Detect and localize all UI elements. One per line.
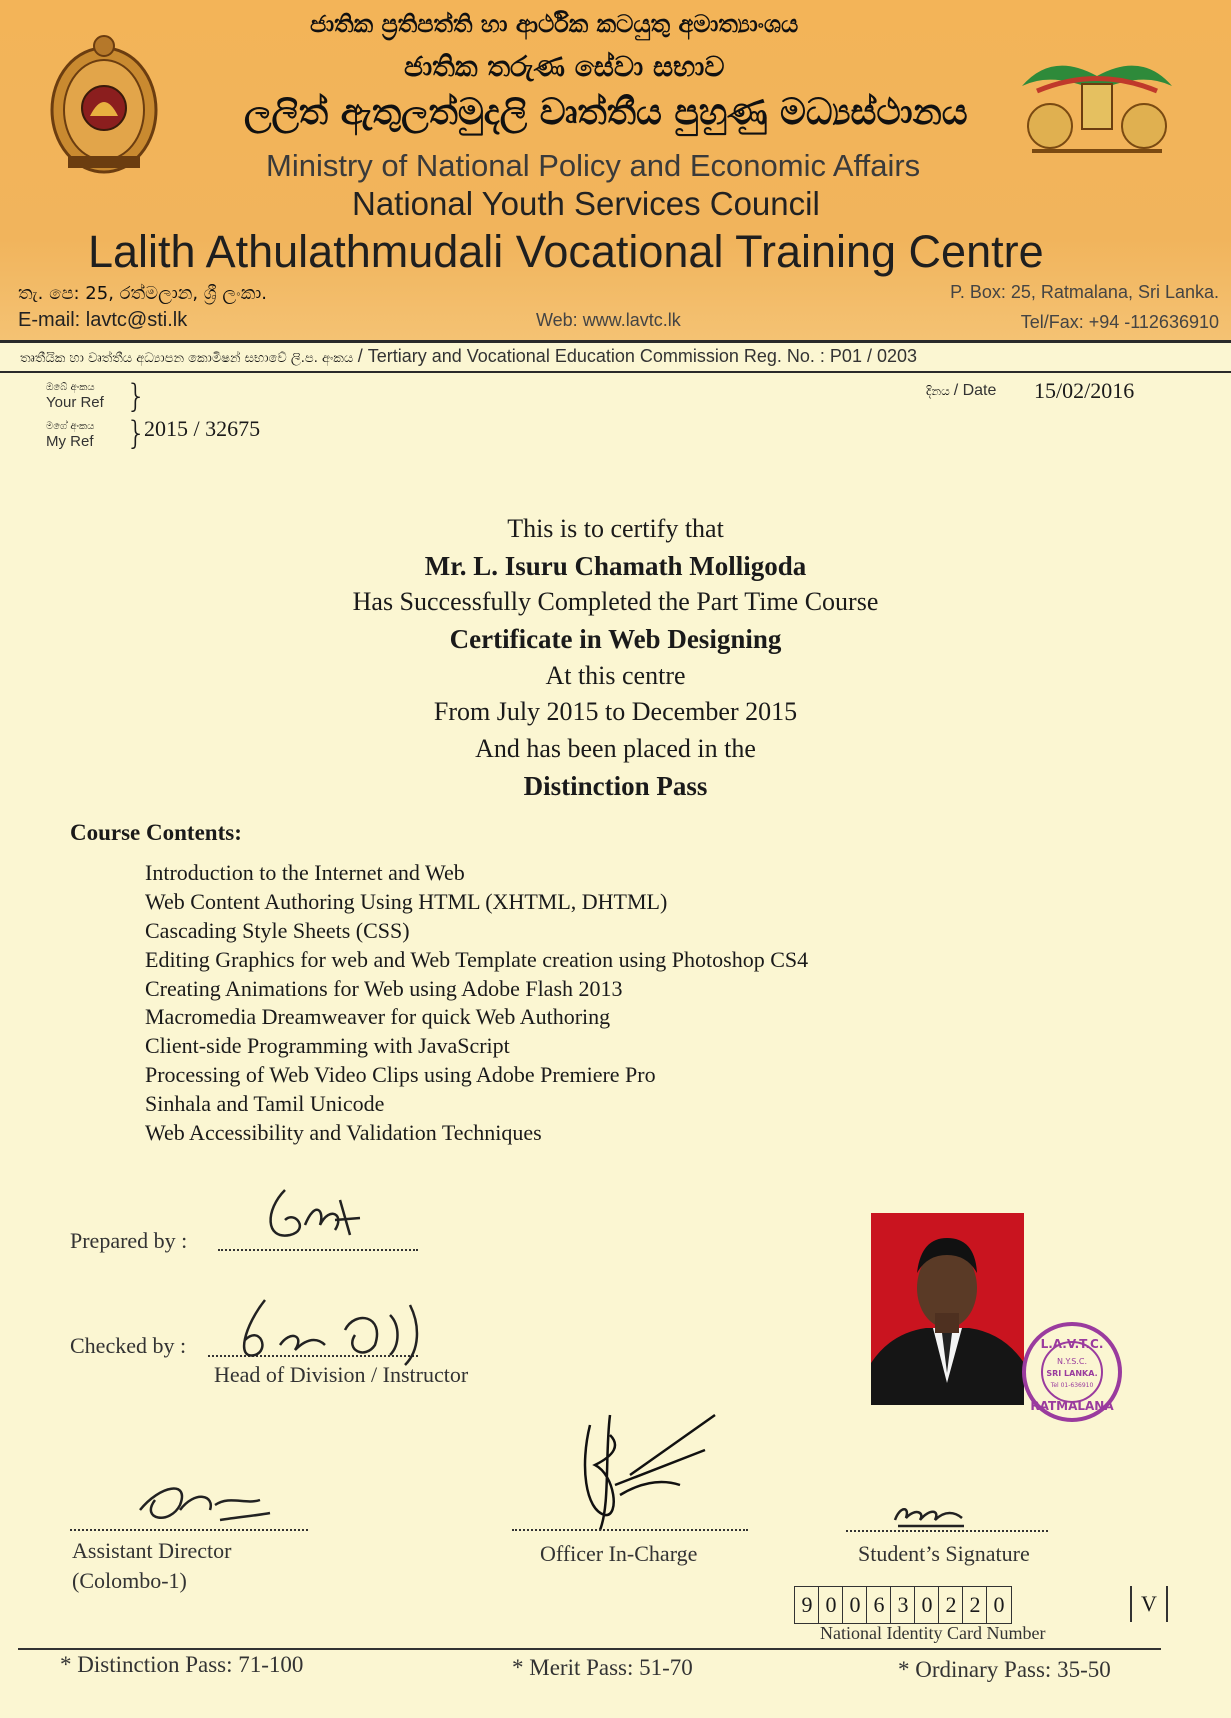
officer-label: Officer In-Charge (540, 1541, 698, 1566)
list-item: Web Content Authoring Using HTML (XHTML, DHTML) (145, 889, 668, 914)
nic-letter: V (1130, 1586, 1168, 1622)
prepared-signature-icon (255, 1180, 365, 1250)
letterhead (0, 0, 1231, 340)
stamp-nysc-text: N.Y.S.C. (1056, 1357, 1088, 1366)
council-title: National Youth Services Council (352, 185, 820, 222)
your-ref-label: Your Ref (46, 394, 104, 411)
my-ref-label: My Ref (46, 433, 94, 450)
ministry-sinhala: ජාතික ප්‍රතිපත්ති හා ආර්ථික කටයුතු අමාත්‍යාංශය (310, 10, 799, 38)
nic-digit: 9 (794, 1586, 820, 1624)
list-item: Cascading Style Sheets (CSS) (145, 918, 410, 943)
nic-digit: 2 (962, 1586, 988, 1624)
lavtc-stamp-icon (1018, 1318, 1126, 1426)
merit-range: * Merit Pass: 51-70 (512, 1655, 693, 1680)
my-ref-brace: } (126, 414, 147, 452)
student-photo (871, 1213, 1024, 1405)
my-ref-value: 2015 / 32675 (144, 416, 261, 441)
list-item: Web Accessibility and Validation Techniques (145, 1120, 542, 1145)
ministry-title: Ministry of National Policy and Economic Affairs (266, 148, 921, 183)
nic-digit: 0 (986, 1586, 1012, 1624)
result-grade: Distinction Pass (523, 771, 708, 801)
nic-digit: 2 (938, 1586, 964, 1624)
assistant-director-line (70, 1529, 308, 1531)
centre-title: Lalith Athulathmudali Vocational Training Centre (88, 226, 1044, 277)
nysc-emblem-icon (1012, 46, 1182, 161)
distinction-range: * Distinction Pass: 71-100 (60, 1652, 304, 1677)
centre-line: At this centre (545, 661, 686, 690)
nic-digit: 6 (866, 1586, 892, 1624)
date-line (926, 382, 996, 400)
registration-divider (0, 371, 1231, 373)
duration-line: From July 2015 to December 2015 (433, 697, 798, 726)
nic-digit: 0 (818, 1586, 844, 1624)
registration-text: / Tertiary and Vocational Education Commission Reg. No. : P01 / 0203 (357, 346, 918, 366)
completion-statement: Has Successfully Completed the Part Time Course (352, 587, 879, 616)
centre-sinhala: ලලිත් ඇතුලත්මුදලි වෘත්තීය පුහුණු මධ්‍යස්ථානය (244, 92, 968, 133)
email-text: E-mail: lavtc@sti.lk (18, 309, 188, 331)
nic-digit: 0 (842, 1586, 868, 1624)
recipient-name: Mr. L. Isuru Chamath Molligoda (424, 551, 807, 581)
checked-by-label: Checked by : (70, 1333, 187, 1358)
list-item: Processing of Web Video Clips using Adobe Premiere Pro (145, 1062, 656, 1087)
ordinary-range: * Ordinary Pass: 35-50 (898, 1657, 1111, 1682)
course-name: Certificate in Web Designing (449, 624, 782, 654)
list-item: Editing Graphics for web and Web Template creation using Photoshop CS4 (145, 947, 809, 972)
sri-lanka-emblem-icon (48, 28, 160, 178)
course-contents-heading: Course Contents: (70, 820, 242, 845)
address-sinhala: තැ. පෙ: 25, රත්මලාන, ශ්‍රී ලංකා. (18, 283, 267, 304)
header-divider (0, 340, 1231, 343)
stamp-bottom-text: RATMALANA (1030, 1399, 1114, 1413)
stamp-phone-text: Tel 01-636910 (1050, 1382, 1094, 1389)
nic-digit: 3 (890, 1586, 916, 1624)
date-label-sinhala: දිනය (926, 384, 950, 398)
list-item: Introduction to the Internet and Web (145, 860, 465, 885)
assistant-director-label: Assistant Director (72, 1538, 232, 1563)
list-item: Sinhala and Tamil Unicode (145, 1091, 385, 1116)
stamp-country-text: SRI LANKA. (1046, 1369, 1098, 1378)
your-ref-sinhala: ඔබේ අංකය (46, 382, 95, 393)
tel-fax-text: Tel/Fax: +94 -112636910 (1020, 312, 1219, 332)
stamp-top-text: L.A.V.T.C. (1040, 1337, 1104, 1351)
assistant-director-location: (Colombo-1) (72, 1568, 187, 1593)
list-item: Client-side Programming with JavaScript (145, 1033, 510, 1058)
registration-sinhala: තෘතීයික හා වෘත්තීය අධ්‍යාපන කොමිෂන් සභාවේ ලි.ප. අංකය (20, 351, 354, 366)
website-text: Web: www.lavtc.lk (536, 310, 681, 330)
checked-signature-icon (225, 1285, 435, 1370)
officer-line (512, 1529, 748, 1531)
date-value: 15/02/2016 (1034, 378, 1135, 403)
nic-label: National Identity Card Number (820, 1623, 1046, 1643)
certify-intro: This is to certify that (507, 514, 724, 543)
nic-digit: 0 (914, 1586, 940, 1624)
officer-signature-icon (575, 1405, 725, 1535)
my-ref-sinhala: මගේ අංකය (46, 421, 95, 432)
head-of-division-label: Head of Division / Instructor (214, 1362, 469, 1387)
student-signature-label: Student’s Signature (858, 1541, 1030, 1566)
list-item: Creating Animations for Web using Adobe Flash 2013 (145, 976, 623, 1001)
footer-divider (18, 1648, 1161, 1650)
list-item: Macromedia Dreamweaver for quick Web Authoring (145, 1004, 611, 1029)
po-box-text: P. Box: 25, Ratmalana, Sri Lanka. (950, 282, 1219, 302)
council-sinhala: ජාතික තරුණ සේවා සභාව (404, 50, 725, 83)
assistant-director-signature-icon (120, 1465, 280, 1530)
student-signature-line (846, 1530, 1048, 1532)
student-signature-icon (890, 1498, 970, 1530)
your-ref-brace: } (126, 377, 147, 415)
date-label: / Date (953, 382, 997, 399)
prepared-by-label: Prepared by : (70, 1228, 188, 1253)
placement-line: And has been placed in the (475, 734, 756, 763)
registration-line (20, 346, 917, 367)
